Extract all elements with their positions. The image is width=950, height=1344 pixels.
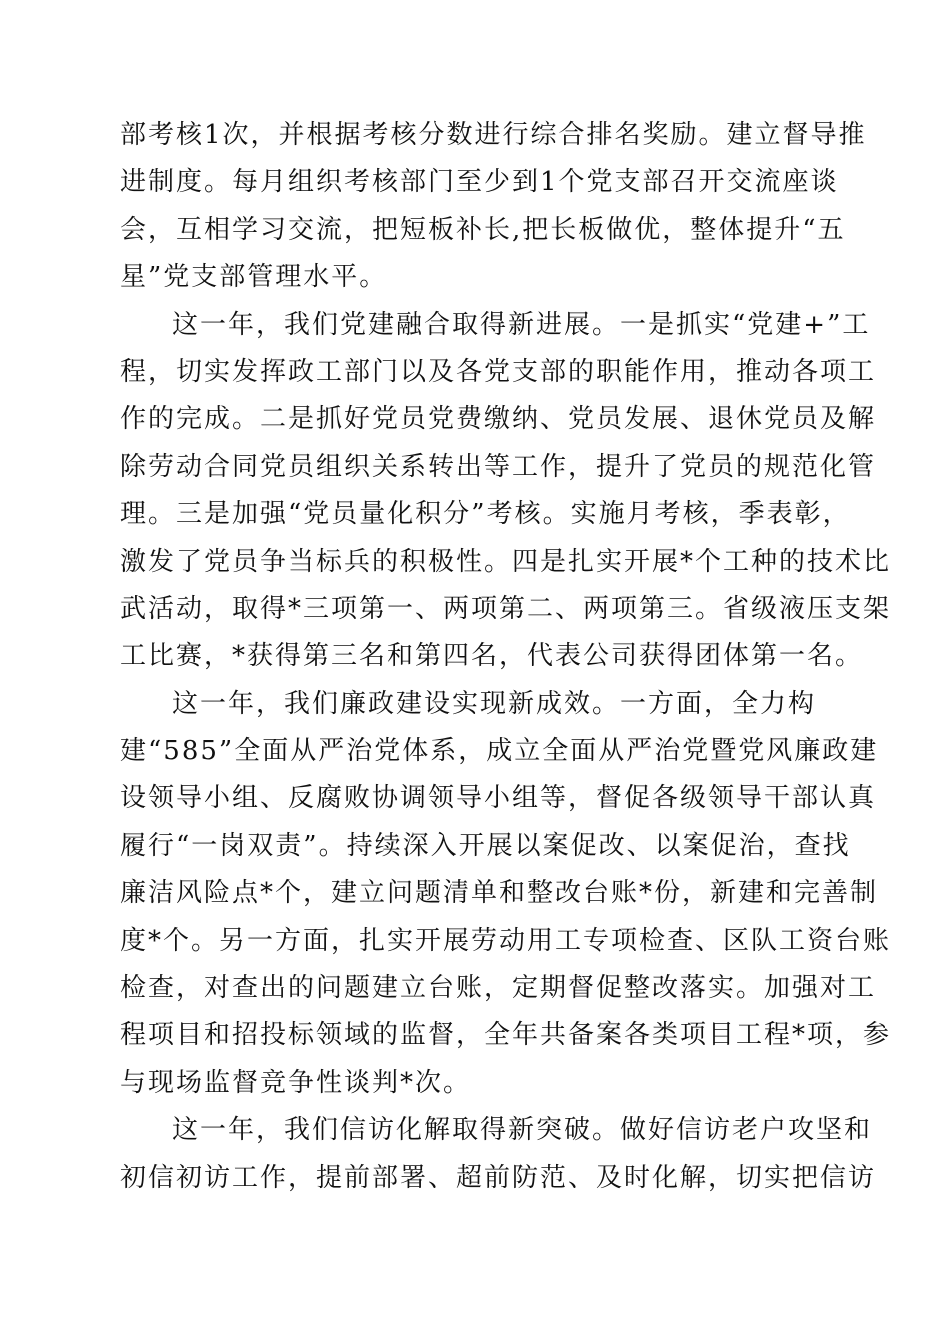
paragraph-3-line-6: 度*个。另一方面，扎实开展劳动用工专项检查、区队工资台账	[120, 925, 892, 956]
paragraph-3-line-9: 与现场监督竞争性谈判*次。	[120, 1067, 472, 1098]
paragraph-2-line-2: 程，切实发挥政工部门以及各党支部的职能作用，推动各项工	[120, 356, 877, 387]
paragraph-2-line-4: 除劳动合同党员组织关系转出等工作，提升了党员的规范化管	[120, 451, 877, 482]
paragraph-4-line-2: 初信初访工作，提前部署、超前防范、及时化解，切实把信访	[120, 1162, 877, 1193]
paragraph-2-line-1: 这一年，我们党建融合取得新进展。一是抓实“党建+”工	[172, 309, 871, 340]
paragraph-2-line-7: 武活动，取得*三项第一、两项第二、两项第三。省级液压支架	[120, 593, 892, 624]
paragraph-3-line-7: 检查，对查出的问题建立台账，定期督促整改落实。加强对工	[120, 973, 877, 1004]
paragraph-2-line-5: 理。三是加强“党员量化积分”考核。实施月考核，季表彰，	[120, 499, 851, 530]
paragraph-3-line-2: 建“585”全面从严治党体系，成立全面从严治党暨党风廉政建	[120, 736, 879, 767]
paragraph-1-line-2: 进制度。每月组织考核部门至少到1个党支部召开交流座谈	[120, 167, 839, 198]
paragraph-3-line-8: 程项目和招投标领域的监督，全年共备案各类项目工程*项，参	[120, 1020, 892, 1051]
document-body	[120, 112, 892, 1202]
paragraph-3-line-4: 履行“一岗双责”。持续深入开展以案促改、以案促治，查找	[120, 830, 851, 861]
paragraph-2-line-6: 激发了党员争当标兵的积极性。四是扎实开展*个工种的技术比	[120, 546, 892, 577]
paragraph-3-line-5: 廉洁风险点*个，建立问题清单和整改台账*份，新建和完善制	[120, 878, 879, 909]
paragraph-3-line-3: 设领导小组、反腐败协调领导小组等，督促各级领导干部认真	[120, 783, 877, 814]
paragraph-2-line-3: 作的完成。二是抓好党员党费缴纳、党员发展、退休党员及解	[120, 404, 877, 435]
paragraph-1-line-4: 星”党支部管理水平。	[120, 262, 388, 293]
paragraph-1-line-3: 会，互相学习交流，把短板补长,把长板做优，整体提升“五	[120, 214, 846, 245]
paragraph-3-line-1: 这一年，我们廉政建设实现新成效。一方面，全力构	[172, 688, 817, 719]
paragraph-1-line-1: 部考核1次，并根据考核分数进行综合排名奖励。建立督导推	[120, 120, 867, 150]
paragraph-4-line-1: 这一年，我们信访化解取得新突破。做好信访老户攻坚和	[172, 1115, 873, 1146]
paragraph-2-line-8: 工比赛，*获得第三名和第四名，代表公司获得团体第一名。	[120, 641, 864, 672]
